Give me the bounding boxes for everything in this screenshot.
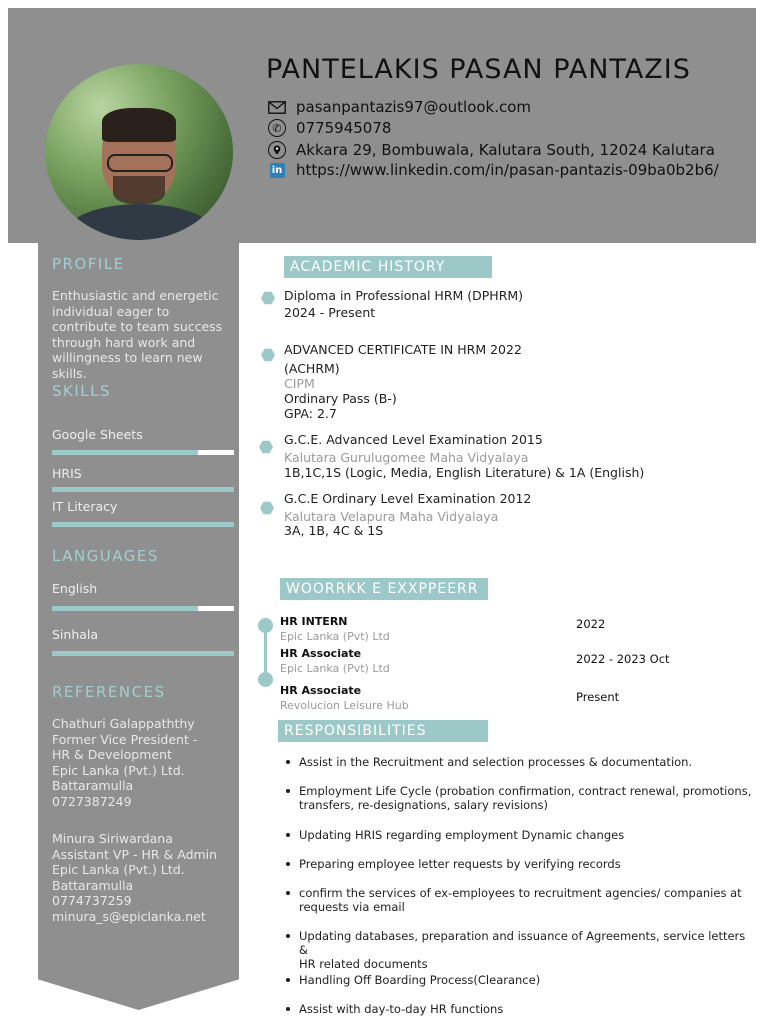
education-gpa: GPA: 2.7 (284, 406, 337, 421)
responsibility-item (286, 755, 756, 769)
phone-text[interactable]: 0775945078 (296, 119, 392, 137)
reference-line: Epic Lanka (Pvt.) Ltd. (52, 762, 185, 778)
phone-icon: ✆ (268, 119, 286, 137)
responsibility-item (286, 886, 756, 914)
timeline-dot (258, 618, 273, 633)
skill-bar-fill (52, 450, 198, 455)
education-institution: CIPM (284, 376, 315, 391)
profile-photo (45, 64, 233, 240)
reference-line: Former Vice President - (52, 731, 198, 747)
language-bar (52, 606, 234, 611)
responsibility-item (286, 828, 756, 842)
responsibility-line: Updating HRIS regarding employment Dynamic changes (299, 828, 625, 842)
job-company: Revolucion Leisure Hub (280, 699, 409, 712)
responsibility-line: Assist in the Recruitment and selection processes & documentation. (299, 755, 693, 769)
responsibility-item (286, 929, 756, 971)
reference-line: Chathuri Galappaththy (52, 716, 195, 731)
responsibility-item (286, 1002, 756, 1016)
languages-heading: LANGUAGES (52, 547, 159, 565)
responsibilities-heading: RESPONSIBILITIES (278, 720, 488, 742)
responsibility-line: Preparing employee letter requests by verifying records (299, 857, 621, 871)
education-result: 1B,1C,1S (Logic, Media, English Literature) & 1A (English) (284, 465, 645, 480)
references-heading: REFERENCES (52, 683, 166, 701)
education-institution: Kalutara Gurulugomee Maha Vidyalaya (284, 450, 529, 465)
reference-block (52, 831, 234, 924)
linkedin-row (266, 160, 719, 180)
education-title: (ACHRM) (284, 361, 340, 376)
education-date: 2024 - Present (284, 305, 376, 320)
reference-line: HR & Development (52, 747, 172, 762)
language-bar (52, 651, 234, 656)
reference-line: Epic Lanka (Pvt.) Ltd. (52, 862, 185, 877)
reference-line: Minura Siriwardana (52, 831, 173, 846)
hexagon-bullet-icon (260, 501, 274, 515)
reference-line: Battaramulla (52, 877, 134, 893)
hexagon-bullet-icon (261, 348, 275, 362)
job-company: Epic Lanka (Pvt) Ltd (280, 630, 390, 643)
timeline-dot (258, 672, 273, 687)
responsibility-item (286, 784, 756, 812)
responsibility-line: Assist with day-to-day HR functions (299, 1002, 504, 1016)
reference-line: 0727387249 (52, 793, 132, 809)
skill-bar (52, 487, 234, 492)
responsibility-line: transfers, re-designations, salary revisions) (299, 798, 548, 812)
education-title: ADVANCED CERTIFICATE IN HRM 2022 (284, 342, 522, 357)
language-label: Sinhala (52, 627, 99, 642)
reference-line: Battaramulla (52, 778, 134, 793)
address-row (266, 140, 715, 160)
skill-bar-fill (52, 522, 234, 527)
job-title: HR INTERN (280, 615, 348, 628)
responsibility-line: HR related documents (299, 957, 428, 971)
skills-heading: SKILLS (52, 382, 112, 400)
education-result: Ordinary Pass (B-) (284, 391, 397, 406)
responsibility-item (286, 857, 756, 871)
language-bar-fill (52, 606, 198, 611)
job-date: Present (576, 690, 620, 704)
responsibility-line: confirm the services of ex-employees to recruitment agencies/ companies at (299, 886, 742, 900)
skill-label: IT Literacy (52, 499, 118, 514)
candidate-name: PANTELAKIS PASAN PANTAZIS (266, 54, 691, 85)
education-institution: Kalutara Velapura Maha Vidyalaya (284, 509, 499, 524)
reference-line: Assistant VP - HR & Admin (52, 846, 218, 862)
education-title: Diploma in Professional HRM (DPHRM) (284, 288, 524, 303)
language-label: English (52, 581, 98, 596)
education-title: G.C.E. Advanced Level Examination 2015 (284, 432, 543, 447)
responsibility-item (286, 973, 756, 987)
job-date: 2022 - 2023 Oct (576, 652, 670, 666)
job-title: HR Associate (280, 684, 362, 697)
skill-bar (52, 522, 234, 527)
hexagon-bullet-icon (259, 440, 273, 454)
profile-text: Enthusiastic and energetic individual eager to contribute to team success through hard work and willingness to learn new skills. (52, 288, 223, 381)
email-row (266, 97, 531, 117)
location-pin-icon (268, 141, 286, 159)
skill-bar (52, 450, 234, 455)
skill-bar-fill (52, 487, 234, 492)
academic-heading: ACADEMIC HISTORY (284, 256, 492, 278)
responsibility-line: Handling Off Boarding Process(Clearance) (299, 973, 541, 987)
address-text: Akkara 29, Bombuwala, Kalutara South, 12024 Kalutara (296, 141, 715, 159)
phone-row (266, 118, 391, 138)
hexagon-bullet-icon (261, 291, 275, 305)
education-title: G.C.E Ordinary Level Examination 2012 (284, 491, 532, 506)
email-text[interactable]: pasanpantazis97@outlook.com (296, 98, 532, 116)
work-experience-heading: WOORRKK E EXXPPEERR (280, 578, 488, 600)
skill-label: HRIS (52, 466, 82, 481)
skill-label: Google Sheets (52, 427, 143, 442)
language-bar-fill (52, 651, 234, 656)
job-date: 2022 (576, 617, 606, 631)
reference-block (52, 716, 234, 809)
linkedin-icon: in (270, 163, 285, 178)
job-company: Epic Lanka (Pvt) Ltd (280, 662, 390, 675)
education-result: 3A, 1B, 4C & 1S (284, 523, 384, 538)
responsibility-line: Updating databases, preparation and issuance of Agreements, service letters & (299, 929, 746, 957)
profile-heading: PROFILE (52, 255, 125, 273)
job-title: HR Associate (280, 647, 362, 660)
reference-line: 0774737259 (52, 893, 132, 908)
responsibility-line: Employment Life Cycle (probation confirmation, contract renewal, promotions, (299, 784, 752, 798)
responsibility-line: requests via email (299, 900, 405, 914)
envelope-icon (266, 97, 288, 117)
linkedin-link[interactable]: https://www.linkedin.com/in/pasan-pantazis-09ba0b2b6/ (296, 161, 719, 179)
reference-line: minura_s@epiclanka.net (52, 908, 206, 924)
